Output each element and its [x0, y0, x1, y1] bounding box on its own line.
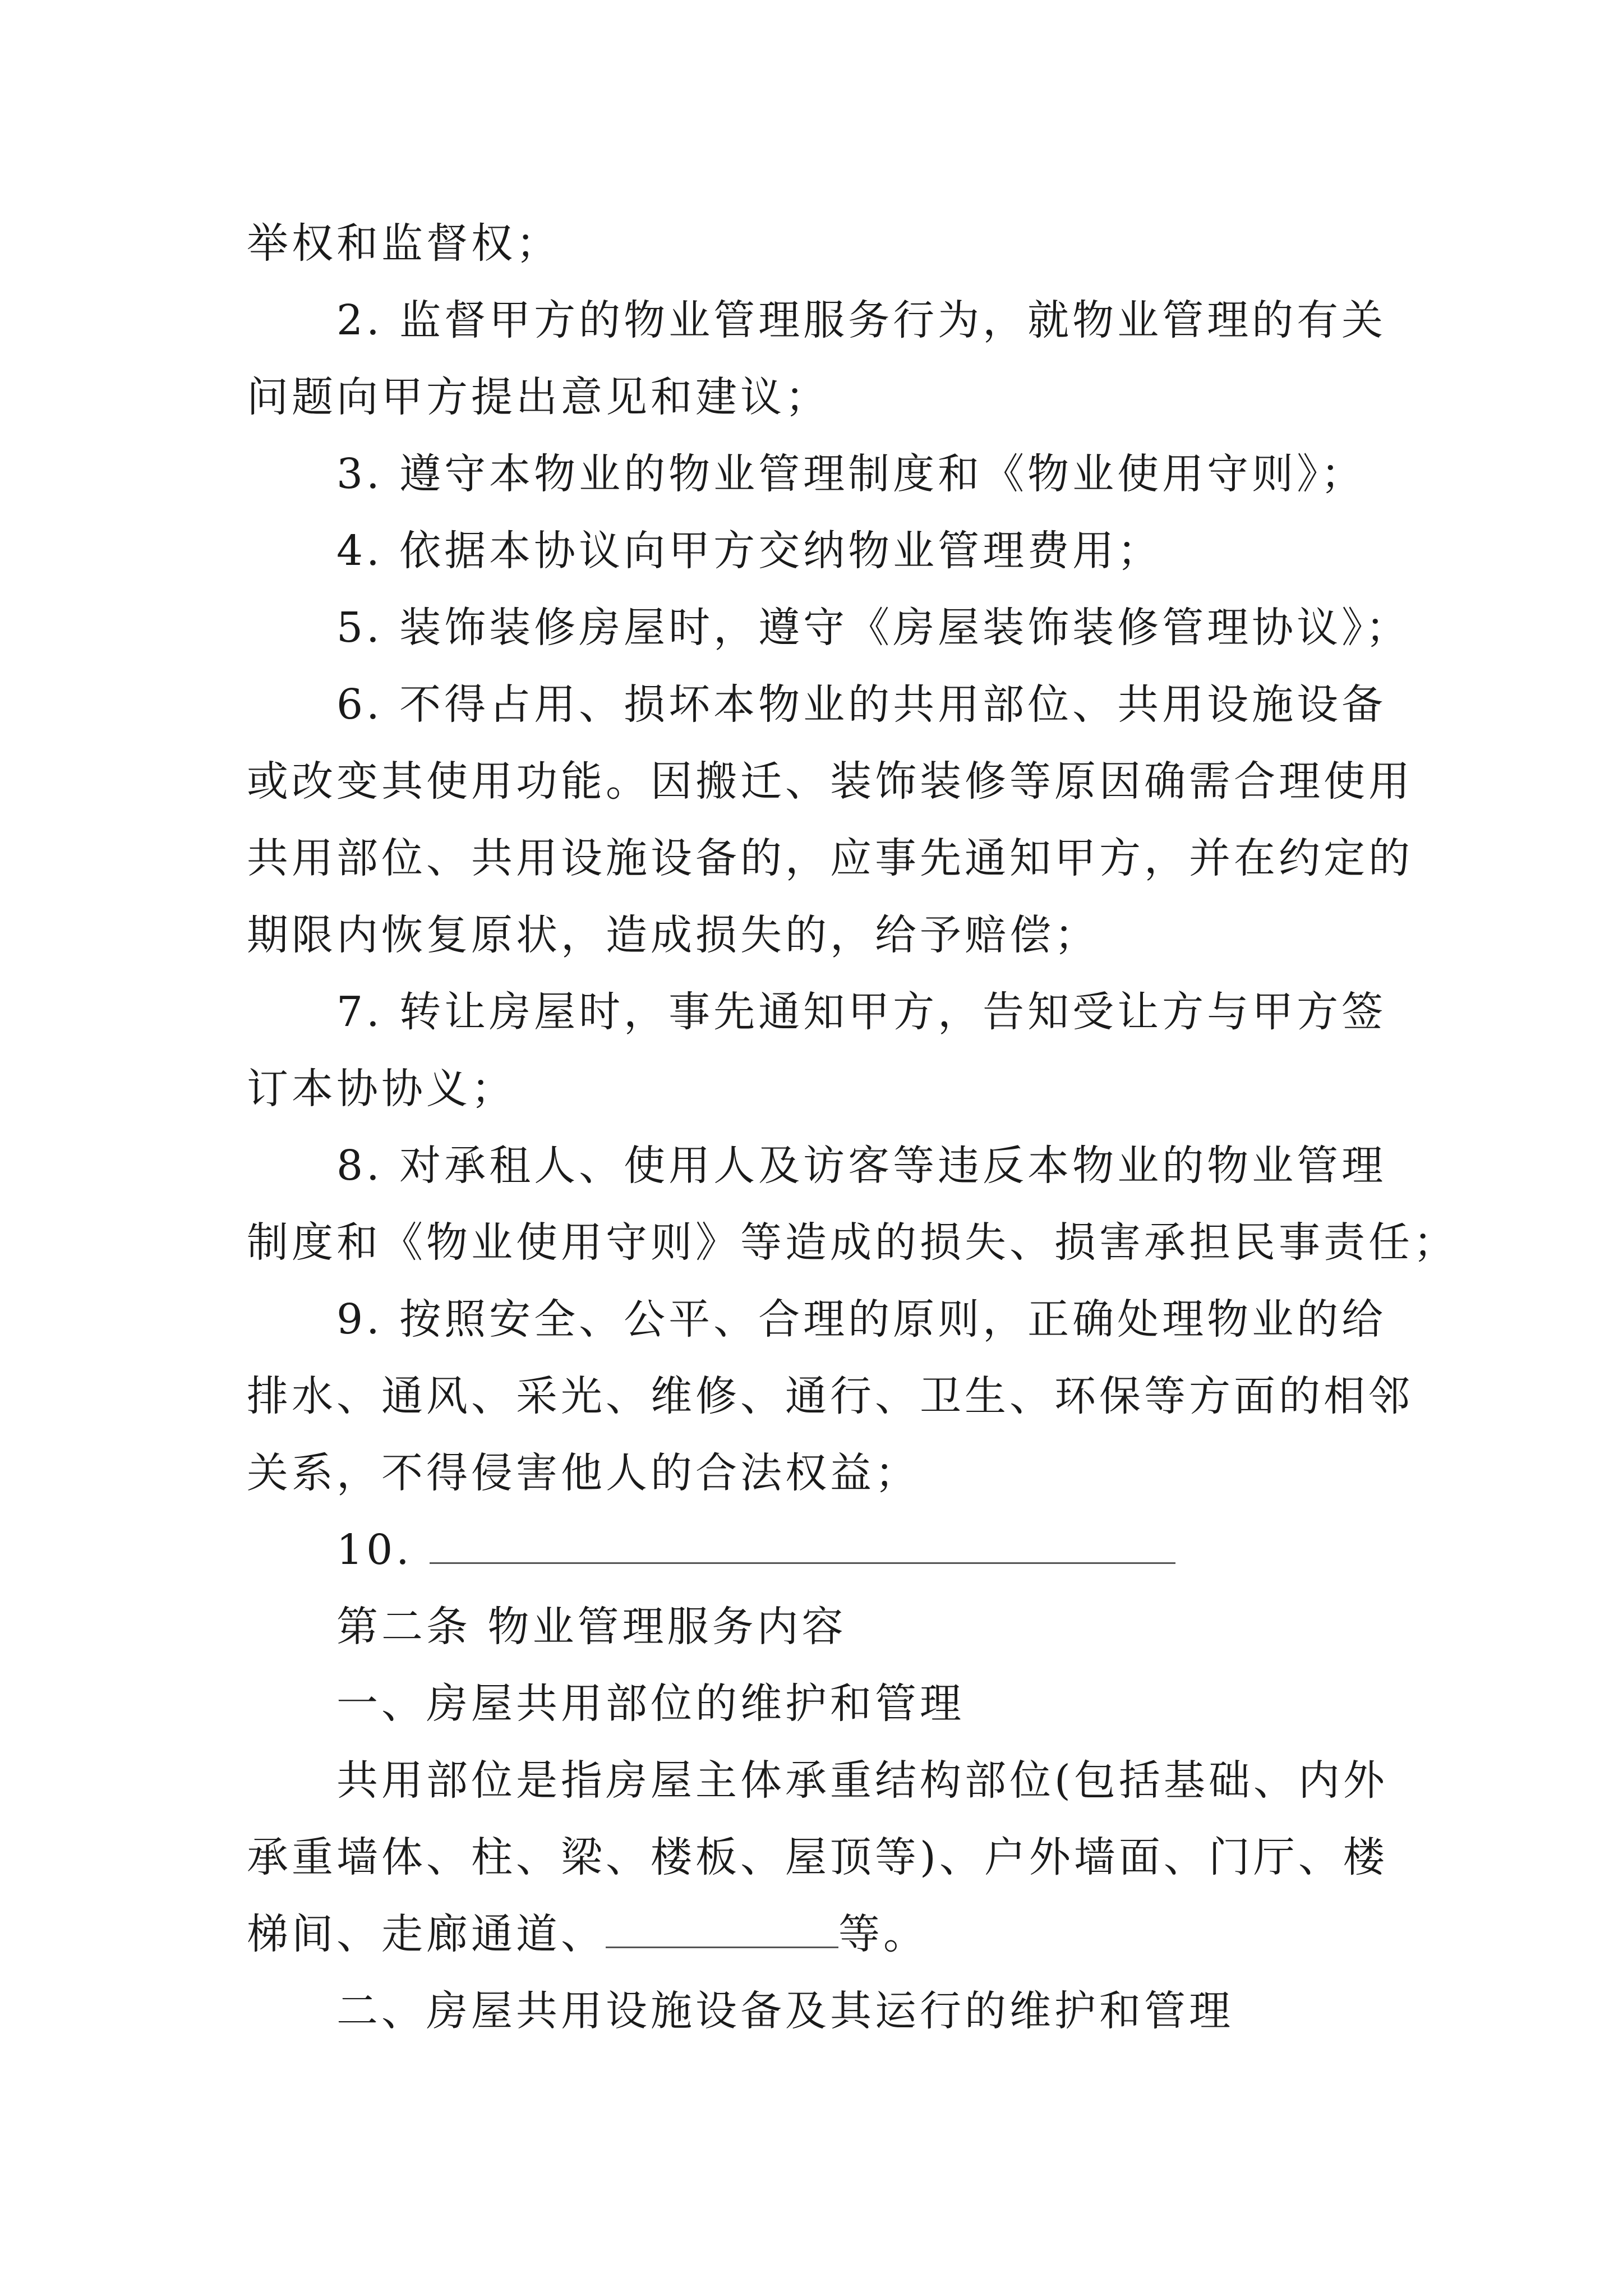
clause-10: [247, 1512, 1391, 1589]
text-line: 订本协协义；: [247, 1065, 516, 1113]
text-segment: 梯间、走廊通道、: [247, 1910, 606, 1958]
clause-6: 6. 不得占用、损坏本物业的共用部位、共用设施设备: [336, 680, 1387, 729]
text-line: 共用部位、共用设施设备的，应事先通知甲方，并在约定的: [247, 834, 1413, 882]
fill-in-blank: [606, 1902, 838, 1948]
clause-8: 8. 对承租人、使用人及访客等违反本物业的物业管理: [336, 1142, 1387, 1190]
clause-5: 5. 装饰装修房屋时，遵守《房屋装饰装修管理协议》；: [336, 604, 1411, 652]
clause-3: 3. 遵守本物业的物业管理制度和《物业使用守则》；: [336, 450, 1366, 498]
text-segment: 等。: [838, 1910, 928, 1958]
text-line: 关系，不得侵害他人的合法权益；: [247, 1449, 920, 1497]
text-line: 承重墙体、柱、梁、楼板、屋顶等)、户外墙面、门厅、楼: [247, 1833, 1388, 1881]
text-line: 共用部位是指房屋主体承重结构部位(包括基础、内外: [336, 1756, 1388, 1805]
fill-in-blank: [430, 1517, 1175, 1564]
text-line: 举权和监督权；: [247, 219, 561, 268]
article-heading: 第二条 物业管理服务内容: [336, 1603, 847, 1651]
text-line: 制度和《物业使用守则》等造成的损失、损害承担民事责任；: [247, 1218, 1458, 1267]
text-line: 排水、通风、采光、维修、通行、卫生、环保等方面的相邻: [247, 1372, 1413, 1420]
clause-7: 7. 转让房屋时，事先通知甲方，告知受让方与甲方签: [336, 988, 1387, 1036]
text-line-with-blank: [247, 1896, 1391, 1973]
section-heading: 一、房屋共用部位的维护和管理: [336, 1680, 965, 1728]
document-body: [247, 205, 1458, 2050]
text-line: 期限内恢复原状，造成损失的，给予赔偿；: [247, 911, 1099, 959]
section-heading: 二、房屋共用设施设备及其运行的维护和管理: [336, 1987, 1234, 2035]
clause-10-number: 10.: [336, 1526, 413, 1574]
clause-9: 9. 按照安全、公平、合理的原则，正确处理物业的给: [336, 1295, 1387, 1343]
clause-4: 4. 依据本协议向甲方交纳物业管理费用；: [336, 527, 1163, 575]
text-line: 问题向甲方提出意见和建议；: [247, 373, 830, 421]
text-line: 或改变其使用功能。因搬迁、装饰装修等原因确需合理使用: [247, 757, 1413, 806]
clause-2: 2. 监督甲方的物业管理服务行为，就物业管理的有关: [336, 296, 1387, 344]
